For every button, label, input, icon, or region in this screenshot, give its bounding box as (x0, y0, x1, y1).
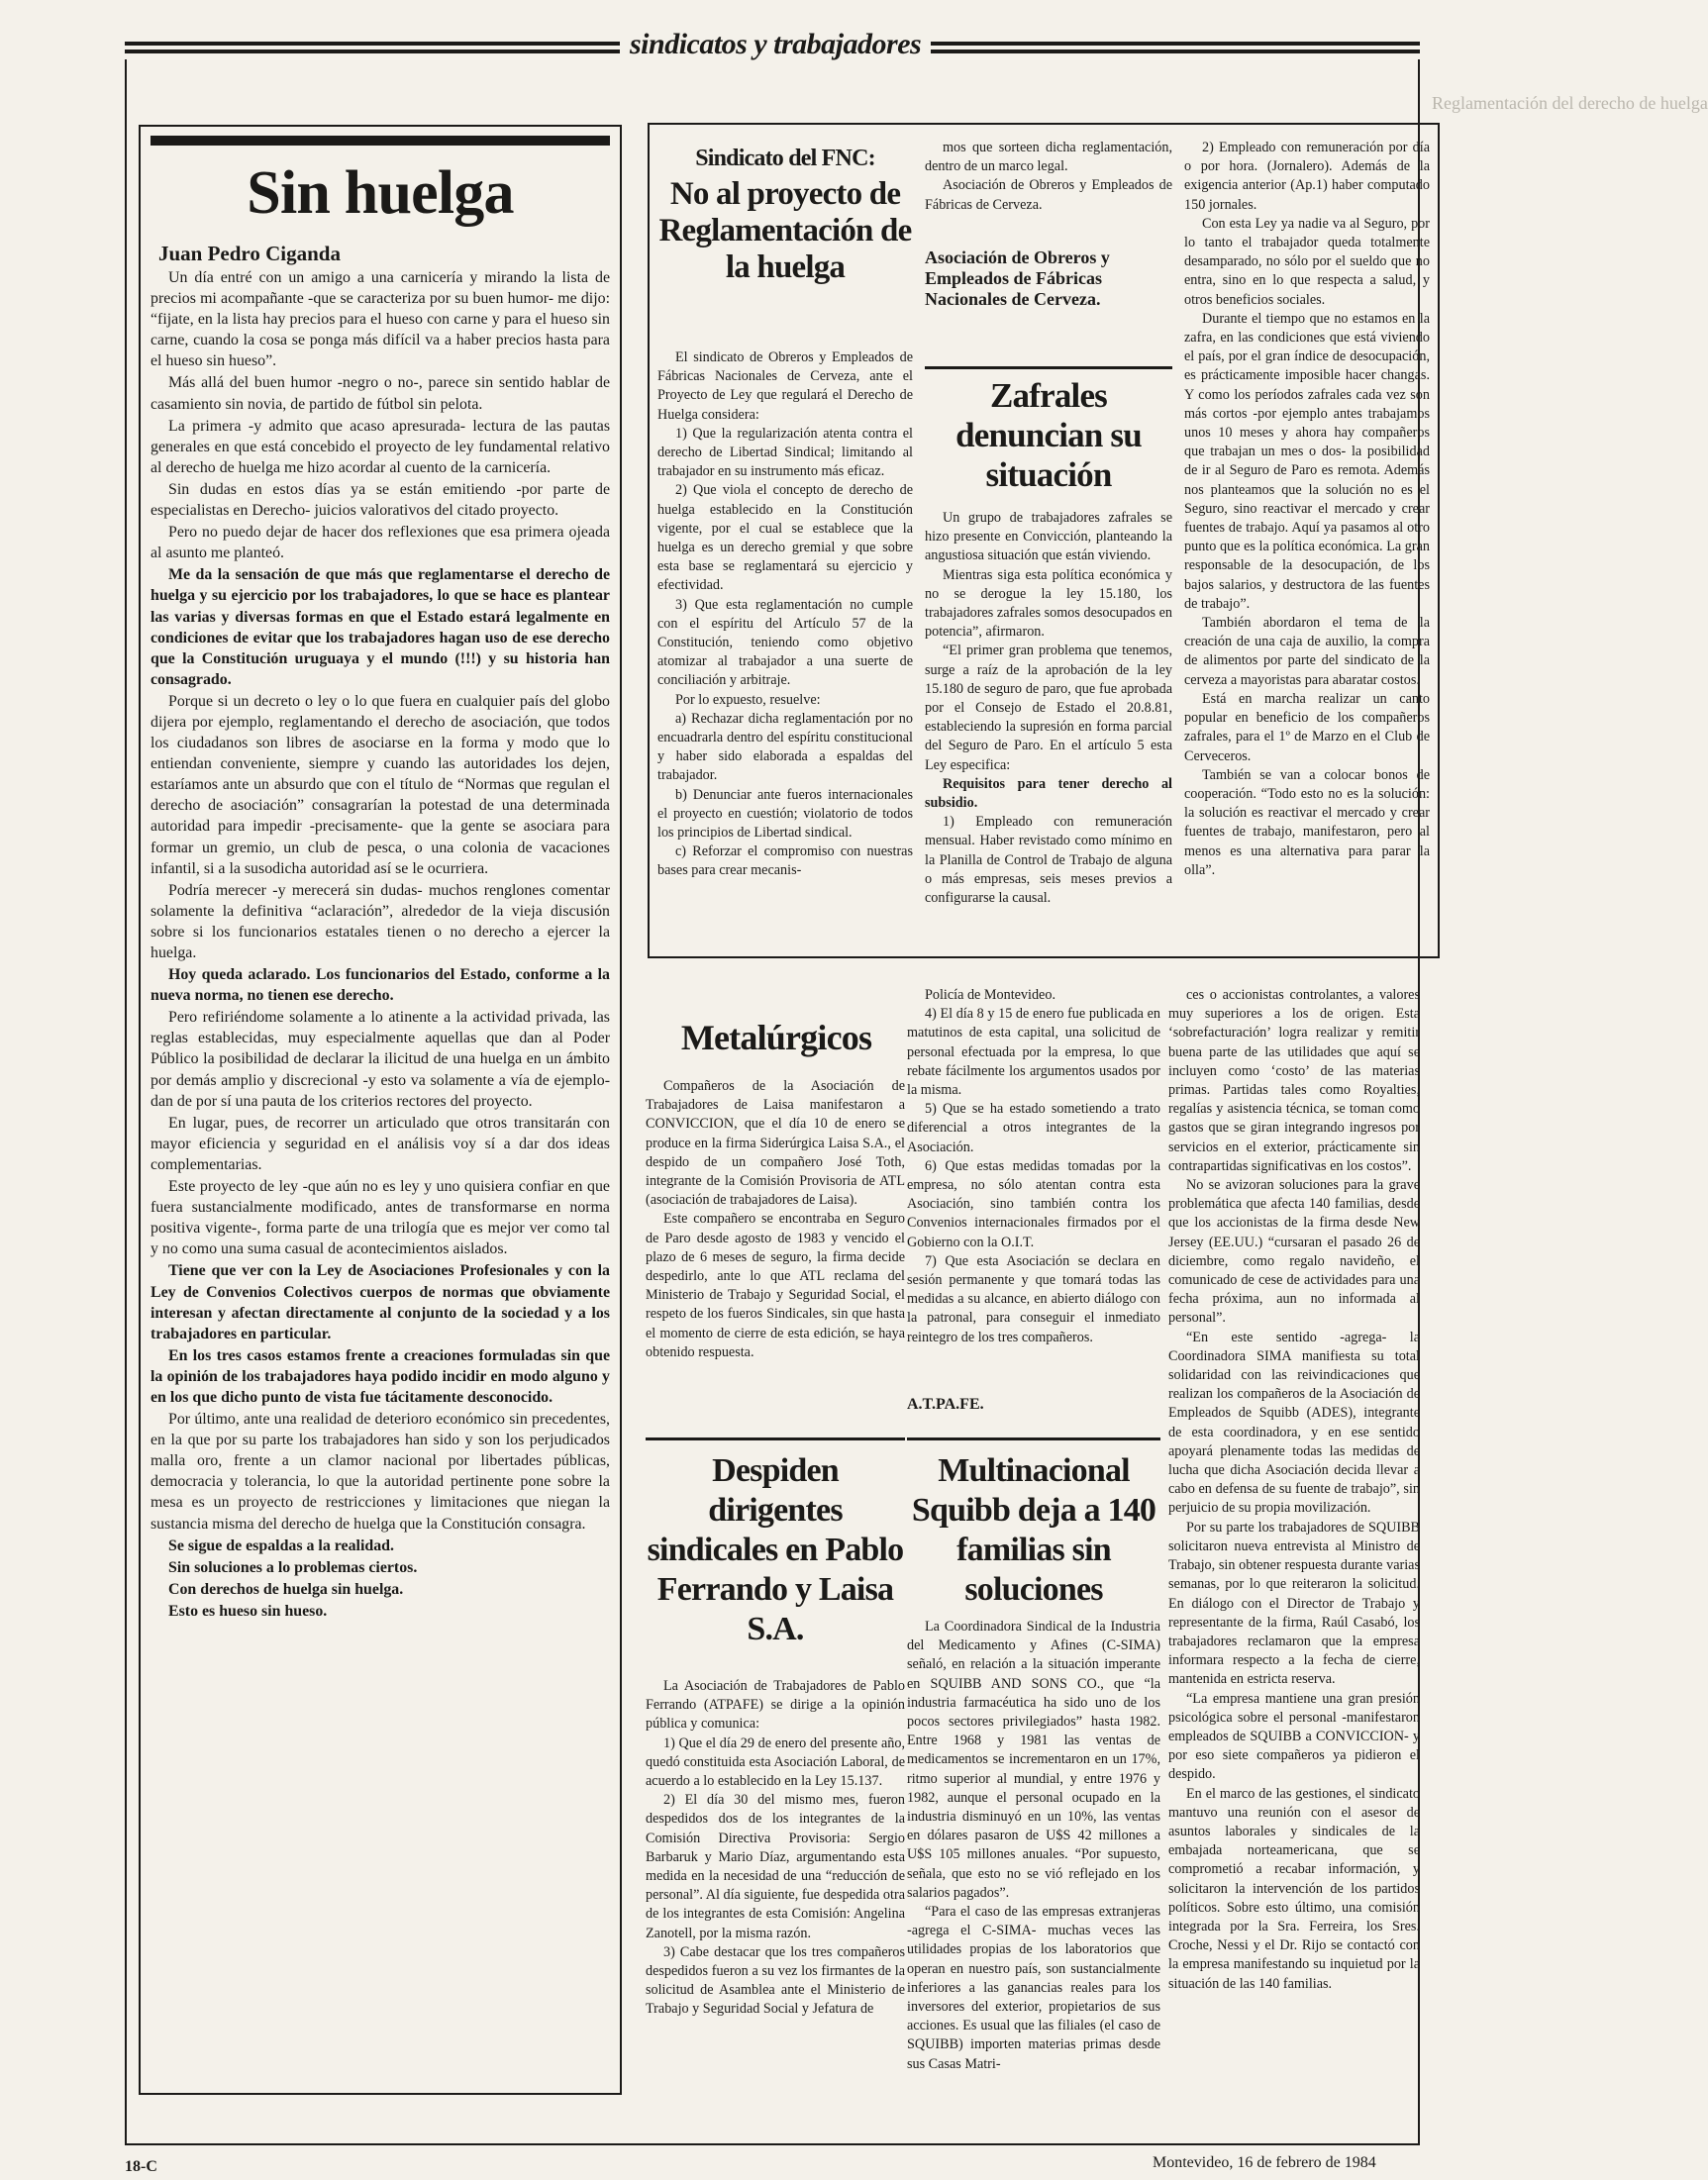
paragraph: Un grupo de trabajadores zafrales se hizo presente en Convicción, planteando la angustiosa situación que están viviendo. (925, 510, 1172, 564)
paragraph: Policía de Montevideo. (925, 987, 1055, 1003)
zafrales-title: Zafrales denuncian su situación (955, 376, 1142, 494)
paragraph: Requisitos para tener derecho al subsidio. (925, 775, 1172, 812)
squibb-rule (907, 1437, 1160, 1440)
atpafe-signature: A.T.PA.FE. (907, 1396, 984, 1413)
paragraph: Hoy queda aclarado. Los funcionarios del Estado, conforme a la nueva norma, no tienen ese derecho. (151, 966, 610, 1005)
fnc-kicker: Sindicato del FNC: (695, 146, 875, 171)
squibb-body-b (1168, 986, 1420, 2136)
metalurgicos-body-a (646, 1077, 905, 1424)
paragraph: 7) Que esta Asociación se declara en sesión permanente y que tomará todas las medidas a su alcance, en abierto diálogo con la patronal, para conseguir el inmediato reintegro de los tres compañeros. (907, 1252, 1160, 1345)
paragraph: 2) El día 30 del mismo mes, fueron despedidos dos de los integrantes de la Comisión Directiva Provisoria: Sergio Barbaruk y Mario Díaz, argumentando esta medida en la necesidad de una “reducción de personal”. Al día siguiente, fue despedida otra de los integrantes de esta Comisión: Angelina Zanotell, por la misma razón. (646, 1792, 905, 1941)
paragraph: 4) El día 8 y 15 de enero fue publicada en matutinos de esta capital, una solicitud de personal efectuada por la empresa, lo que rebate fácilmente los argumentos usados por la misma. (907, 1006, 1160, 1099)
paragraph: En los tres casos estamos frente a creaciones formuladas sin que la opinión de los trabajadores haya podido incidir en modo alguno y en los que dicho punto de vista fue tácitamente desconocido. (151, 1346, 610, 1406)
paragraph: b) Denunciar ante fueros internacionales el proyecto en cuestión; violatorio de todos los principios de Libertad sindical. (657, 786, 913, 842)
paragraph: 1) Empleado con remuneración mensual. Haber revistado como mínimo en la Planilla de Control de Trabajo de alguna o más empresas, seis meses previos a configurarse la causal. (925, 814, 1172, 907)
paragraph: Con esta Ley ya nadie va al Seguro, por lo tanto el trabajador queda totalmente desamparado, no sólo por el sueldo que no entra, sino en lo que respecta a salud, y otros beneficios sociales. (1184, 215, 1430, 308)
paragraph: Está en marcha realizar un canto popular en beneficio de los compañeros zafrales, para el 1º de Marzo en el Club de Cerveceros. (1184, 690, 1430, 764)
paragraph: El sindicato de Obreros y Empleados de Fábricas Nacionales de Cerveza, ante el Proyecto de Ley que regulará el Derecho de Huelga considera: (657, 349, 913, 423)
paragraph: a) Rechazar dicha reglamentación por no encuadrarla dentro del espíritu constitucional y haber sido elaborada a espaldas del trabajador. (657, 710, 913, 784)
paragraph: Tiene que ver con la Ley de Asociaciones Profesionales y con la Ley de Convenios Colectivos cuerpos de normas que obviamente interesan y afectan directamente al conjunto de la sociedad y a los trabajadores en particular. (151, 1262, 610, 1342)
paragraph: Esto es hueso sin hueso. (168, 1602, 328, 1620)
paragraph: Sin soluciones a lo problemas ciertos. (168, 1558, 418, 1576)
zafrales-body-b (1184, 139, 1430, 946)
paragraph: También abordaron el tema de la creación de una caja de auxilio, la compra de alimentos por parte del sindicato de la cerveza a mayoristas para abaratar costos. (1184, 615, 1430, 688)
sin-huelga-top-bar (151, 136, 610, 146)
paragraph: “En este sentido -agrega- la Coordinadora SIMA manifiesta su total solidaridad con las reivindicaciones que realizan los compañeros de la Asociación de Empleados de Squibb (ADES), integrante de esta coordinadora, y en ese sentido apoyará plenamente todas las medidas de lucha que dicha Asociación decida llevar a cabo en defensa de su fuente de trabajo”, sin perjuicio de su propia movilización. (1168, 1329, 1420, 1517)
paragraph: ces o accionistas controlantes, a valores muy superiores a los de origen. Esta ‘sobrefacturación’ logra realizar y remitir buena parte de las utilidades que aquí se incluyen como ‘costo’ de las materias primas. Partidas tales como Royalties, regalías y asistencia técnica, se toman como gastos que se giran integrando ingresos por servicios en el exterior, prácticamente sin contrapartidas significativas en los costos”. (1168, 987, 1420, 1174)
paragraph: 6) Que estas medidas tomadas por la empresa, no sólo atentan contra esta Asociación, sino también contra los Convenios internacionales firmados por el Gobierno con la O.I.T. (907, 1157, 1160, 1250)
paragraph: 3) Que esta reglamentación no cumple con el espíritu del Artículo 57 de la Constitución, teniendo como objetivo atomizar al trabajador a una suerte de conciliación y arbitraje. (657, 596, 913, 689)
fnc-title: No al proyecto de Reglamentación de la huelga (658, 176, 912, 285)
paragraph: “El primer gran problema que tenemos, surge a raíz de la aprobación de la ley 15.180 de seguro de paro, que fue aprobada por el Consejo de Estado el 20.8.81, estableciendo la supresión en forma parcial del Seguro de Paro. En el artículo 5 esta Ley especifica: (925, 643, 1172, 773)
paragraph: En lugar, pues, de recorrer un articulado que otros transitarán con mayor eficiencia y seguridad en el análisis voy sí a dar dos ideas complementarias. (151, 1114, 610, 1173)
section-header (125, 28, 1420, 60)
paragraph: mos que sorteen dicha reglamentación, dentro de un marco legal. (925, 140, 1172, 175)
paragraph: Compañeros de la Asociación de Trabajadores de Laisa manifestaron a CONVICCION, que el día 10 de enero se produce en la firma Siderúrgica Laisa S.A., el despido de un compañero José Toth, integrante de la Comisión Provisoria de ATL (asociación de trabajadores de Laisa). (646, 1078, 905, 1209)
paragraph: c) Reforzar el compromiso con nuestras bases para crear mecanis- (657, 843, 913, 879)
paragraph: Podría merecer -y merecerá sin dudas- muchos renglones comentar solamente la definitiva “aclaración”, alrededor de la vieja discusión sobre si los funcionarios estatales tienen o no derecho a ejercer la huelga. (151, 881, 610, 961)
sin-huelga-body (151, 267, 610, 2081)
zafrales-body-a (925, 509, 1172, 944)
fnc-signature: Asociación de Obreros y Empleados de Fábricas Nacionales de Cerveza. (925, 248, 1110, 309)
sin-huelga-title: Sin huelga (247, 159, 514, 227)
paragraph: También se van a colocar bonos de cooperación. “Todo esto no es la solución: la solución es reactivar el mercado y crear fuentes de trabajo, manifestaron, pero al menos es una alternativa para parar la olla”. (1184, 766, 1430, 878)
page-number: 18-C (125, 2158, 157, 2175)
paragraph: Este compañero se encontraba en Seguro de Paro desde agosto de 1983 y vencido el plazo de 6 meses de seguro, la firma decide despedirlo, ante lo que ATL reclama del Ministerio de Trabajo y Seguridad Social, el respeto de los fueros Sindicales, sin que hasta el momento de cierre de esta edición, se haya obtenido respuesta. (646, 1211, 905, 1360)
paragraph: Pero no puedo dejar de hacer dos reflexiones que esa primera ojeada al asunto me planteó. (151, 524, 610, 562)
paragraph: 2) Empleado con remuneración por día o por hora. (Jornalero). Además de la exigencia anterior (Ap.1) haber computado 150 jornales. (1184, 140, 1430, 213)
paragraph: La Asociación de Trabajadores de Pablo Ferrando (ATPAFE) se dirige a la opinión pública y comunica: (646, 1678, 905, 1733)
despiden-rule (646, 1437, 905, 1440)
paragraph: Pero refiriéndome solamente a lo atinente a la actividad privada, las reglas establecidas, muy especialmente aquellas que dan al Poder Público la posibilidad de declarar la ilicitud de una huelga en un ámbito por demás amplio y discrecional -y esto va solamente a vía de ejemplo- dan de por sí una pauta de los criterios rectores del proyecto. (151, 1009, 610, 1110)
squibb-title: Multinacional Squibb deja a 140 familias sin soluciones (911, 1452, 1156, 1608)
paragraph: “Para el caso de las empresas extranjeras -agrega el C-SIMA- muchas veces las utilidades propias de los laboratorios que operan en nuestro país, son sustancialmente inferiores a las ganancias reales para los inversores del exterior, propietarios de sus acciones. Es usual que las filiales (el caso de SQUIBB) importen materias primas desde sus Casas Matri- (907, 1904, 1160, 2072)
paragraph: Porque si un decreto o ley o lo que fuera en cualquier país del globo dijera por ejemplo, reglamentando el derecho de asociación, que todos los ciudadanos son libres de asociarse en la forma y modo que lo entiendan conveniente, siempre y cuando las autoridades los dejen, estaríamos ante un absurdo que con el título de “Normas que regulan el derecho de asociación” consagrarían la potestad de una determinada autoridad para impedir -precisamente- que la gente se asociara para formar un gremio, un club de pesca, o una colonia de vacaciones infantil, si a la susodicha autoridad así se le ocurriera. (151, 692, 610, 877)
paragraph: Un día entré con un amigo a una carnicería y mirando la lista de precios mi acompañante -que se caracteriza por su buen humor- me dijo: “fijate, en la lista hay precios para el hueso con carne y para el hueso sin carne, cuando la cosa se ponga más difícil va a haber precios hasta para el hueso sin hueso”. (151, 269, 610, 370)
paragraph: 3) Cabe destacar que los tres compañeros despedidos fueron a su vez los firmantes de la solicitud de Asamblea ante el Ministerio de Trabajo y Seguridad Social y Jefatura de (646, 1943, 905, 2018)
paragraph: Mientras siga esta política económica y no se derogue la ley 15.180, los trabajadores zafrales somos desocupados en potencia”, afirmaron. (925, 566, 1172, 641)
paragraph: 1) Que la regularización atenta contra el derecho de Libertad Sindical; limitando al trabajador en su instrumento más eficaz. (657, 425, 913, 480)
metalurgicos-body-b (907, 986, 1160, 1392)
fnc-body-b (925, 139, 1172, 248)
despiden-title: Despiden dirigentes sindicales en Pablo Ferrando y Laisa S.A. (647, 1452, 904, 1647)
section-title: sindicatos y trabajadores (620, 28, 931, 61)
page-bottom-rule (125, 2143, 1420, 2145)
paragraph: Este proyecto de ley -que aún no es ley y uno quisiera confiar en que fuera sustancialmente modificado, antes de transformarse en norma positiva vigente-, forma parte de una trilogía que es mejor ver como tal y no como una suma casual de acontecimientos aislados. (151, 1178, 610, 1258)
issue-date: Montevideo, 16 de febrero de 1984 (1153, 2154, 1376, 2171)
paragraph: 2) Que viola el concepto de derecho de huelga establecido en la Constitución vigente, por el cual se establece que la huelga es un derecho gremial y que sobre esta base se reglamentará su ejercicio y efectividad. (657, 482, 913, 594)
sin-huelga-author: Juan Pedro Ciganda (158, 242, 341, 265)
paragraph: Me da la sensación de que más que reglamentarse el derecho de huelga y su ejercicio por los trabajadores, lo que se hace es plantear las varias y diversas formas en que el Estado estará legalmente en condiciones de evitar que los trabajadores hagan uso de ese derecho que la Constitución uruguaya y el mundo (!!!) y su historia han consagrado. (151, 566, 610, 688)
fnc-body-a (657, 348, 913, 942)
paragraph: Asociación de Obreros y Empleados de Fábricas de Cerveza. (925, 177, 1172, 213)
page-left-rule (125, 59, 127, 2143)
paragraph: Se sigue de espaldas a la realidad. (168, 1536, 394, 1554)
despiden-body (646, 1677, 905, 2132)
paragraph: Por su parte los trabajadores de SQUIBB solicitaron nueva entrevista al Ministro de Trabajo, sin obtener respuesta durante varias semanas, por lo que reiteraron la solicitud. En diálogo con el Director de Trabajo y representante de la firma, Raúl Casabó, los trabajadores reclamaron que la empresa informara respecto a la fecha de cierre, mantenida en estricta reserva. (1168, 1519, 1420, 1688)
paragraph: “La empresa mantiene una gran presión psicológica sobre el personal -manifestaron empleados de SQUIBB a CONVICCION- y por eso siete compañeros ya pidieron el despido. (1168, 1690, 1420, 1783)
paragraph: 1) Que el día 29 de enero del presente año, quedó constituida esta Asociación Laboral, de acuerdo a lo establecido en la Ley 15.137. (646, 1734, 905, 1790)
paragraph: La Coordinadora Sindical de la Industria del Medicamento y Afines (C-SIMA) señaló, en relación a la situación imperante en SQUIBB AND SONS CO., que “la industria farmacéutica ha sido uno de los pocos sectores privilegiados” hasta 1982. Entre 1968 y 1981 las ventas de medicamentos se incrementaron en un 17%, ritmo superior al mundial, y entre 1976 y 1982, aunque el personal ocupado en la industria disminuyó en un 10%, las ventas en dólares pasaron de U$S 42 millones a U$S 105 millones anuales. “Por supuesto, señala, que esto no se vió reflejado en los salarios pagados”. (907, 1619, 1160, 1901)
paragraph: Sin dudas en estos días ya se están emitiendo -por parte de especialistas en Derecho- juicios valorativos del citado proyecto. (151, 480, 610, 520)
bleed-through-text: Reglamentación del derecho de huelga (1432, 93, 1708, 113)
paragraph: En el marco de las gestiones, el sindicato mantuvo una reunión con el asesor de asuntos laborales y sindicales de la embajada norteamericana, que se comprometió a recabar información, y solicitaron la intervención de los partidos políticos. Sobre esto último, una comisión integrada por la Sra. Ferreira, los Sres. Croche, Nessi y el Dr. Rijo se contactó con la empresa manifestando su inquietud por la situación de las 140 familias. (1168, 1785, 1420, 1992)
metalurgicos-title: Metalúrgicos (680, 1018, 872, 1057)
paragraph: No se avizoran soluciones para la grave problemática que afecta 140 familias, desde que los accionistas de la firma desde New Jersey (EE.UU.) “cursaran el pasado 26 de diciembre, como regalo navideño, el comunicado de cese de actividades para una fecha próxima, aun no informada al personal”. (1168, 1177, 1420, 1327)
paragraph: Durante el tiempo que no estamos en la zafra, en las condiciones que está viviendo el país, por el gran índice de desocupación, es prácticamente imposible hacer changas. Y como los períodos zafrales cada vez son más cortos -por ejemplo antes trabajamos unos 10 meses y ahora hay compañeros que trabajan un mes o dos- la posibilidad de ir al Seguro de Paro es remota. Además nos planteamos que la solución no es el Seguro, sino reactivar el mercado y crear fuentes de trabajo. Aquí ya pasamos al otro punto que es la política económica. La gran responsable de la desocupación, de los bajos salarios, y destructora de las fuentes de trabajo”. (1184, 310, 1430, 612)
paragraph: Más allá del buen humor -negro o no-, parece sin sentido hablar de casamiento sin novia, de partido de fútbol sin pelota. (151, 374, 610, 413)
paragraph: Con derechos de huelga sin huelga. (168, 1580, 404, 1598)
paragraph: Por lo expuesto, resuelve: (675, 691, 821, 708)
paragraph: La primera -y admito que acaso apresurada- lectura de las pautas generales en que está concebido el proyecto de ley fundamental relativo al derecho de huelga me hizo acordar al cuento de la carnicería. (151, 417, 610, 476)
paragraph: 5) Que se ha estado sometiendo a trato diferencial a otros integrantes de la Asociación. (907, 1101, 1160, 1155)
squibb-body-a (907, 1618, 1160, 2132)
zafrales-rule (925, 366, 1172, 369)
paragraph: Por último, ante una realidad de deterioro económico sin precedentes, en la que por su parte los trabajadores han sido y son los perjudicados malla oro, frente a un clamor nacional por libertades públicas, democracia y tolerancia, lo que la autoridad pertinente pone sobre la mesa es un proyecto de restricciones y limitaciones que niegan la sustancia misma del derecho de huelga que la Constitución consagra. (151, 1411, 610, 1533)
